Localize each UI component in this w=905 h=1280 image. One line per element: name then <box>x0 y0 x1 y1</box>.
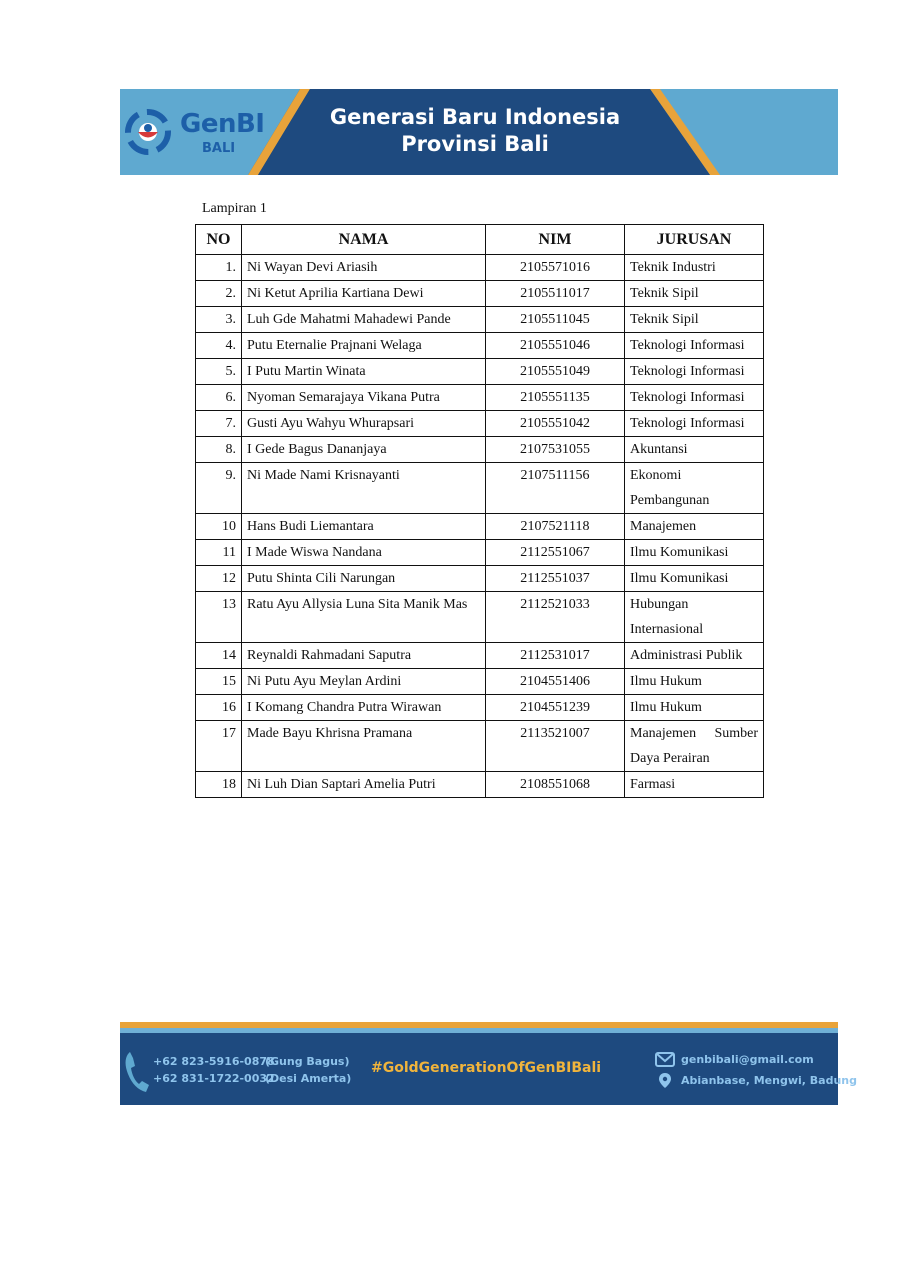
cell-jurusan: Teknik Sipil <box>625 281 764 307</box>
cell-nama: Ni Putu Ayu Meylan Ardini <box>242 669 486 695</box>
header-jurusan: JURUSAN <box>625 225 764 255</box>
cell-nim: 2104551239 <box>486 695 625 721</box>
cell-jurusan: Teknik Industri <box>625 255 764 281</box>
address-line <box>655 1070 857 1091</box>
cell-no: 17 <box>196 721 242 772</box>
cell-nim: 2112531017 <box>486 643 625 669</box>
genbi-logo <box>122 99 265 165</box>
table-row <box>196 281 764 307</box>
cell-jurusan: Teknologi Informasi <box>625 385 764 411</box>
cell-nama: Putu Shinta Cili Narungan <box>242 566 486 592</box>
cell-no: 7. <box>196 411 242 437</box>
cell-nim: 2105551049 <box>486 359 625 385</box>
cell-nama: I Made Wiswa Nandana <box>242 540 486 566</box>
cell-nim: 2112521033 <box>486 592 625 643</box>
cell-jurusan: Ekonomi Pembangunan <box>625 463 764 514</box>
table-row <box>196 514 764 540</box>
table-row <box>196 721 764 772</box>
cell-nim: 2105511017 <box>486 281 625 307</box>
address-text: Abianbase, Mengwi, Badung <box>681 1074 857 1087</box>
cell-nim: 2107531055 <box>486 437 625 463</box>
cell-no: 16 <box>196 695 242 721</box>
cell-no: 11 <box>196 540 242 566</box>
cell-nim: 2113521007 <box>486 721 625 772</box>
cell-nim: 2107521118 <box>486 514 625 540</box>
cell-no: 1. <box>196 255 242 281</box>
table-row <box>196 359 764 385</box>
table-row <box>196 307 764 333</box>
cell-nama: Hans Budi Liemantara <box>242 514 486 540</box>
phone-contacts <box>153 1053 351 1087</box>
cell-nama: Nyoman Semarajaya Vikana Putra <box>242 385 486 411</box>
table-header-row <box>196 225 764 255</box>
cell-jurusan: Teknologi Informasi <box>625 359 764 385</box>
table-row <box>196 695 764 721</box>
cell-nama: I Gede Bagus Dananjaya <box>242 437 486 463</box>
cell-jurusan: Teknologi Informasi <box>625 411 764 437</box>
header-title-line2: Provinsi Bali <box>401 132 549 156</box>
cell-nama: I Komang Chandra Putra Wirawan <box>242 695 486 721</box>
table-row <box>196 463 764 514</box>
cell-nim: 2105551046 <box>486 333 625 359</box>
cell-nama: I Putu Martin Winata <box>242 359 486 385</box>
phone-number-1: +62 823-5916-0878 <box>153 1055 275 1068</box>
phone-name-1: (Gung Bagus) <box>265 1055 350 1068</box>
cell-nama: Putu Eternalie Prajnani Welaga <box>242 333 486 359</box>
cell-jurusan: Administrasi Publik <box>625 643 764 669</box>
cell-no: 15 <box>196 669 242 695</box>
table-row <box>196 592 764 643</box>
cell-nim: 2105551135 <box>486 385 625 411</box>
cell-jurusan: Akuntansi <box>625 437 764 463</box>
header-title-line1: Generasi Baru Indonesia <box>329 105 621 129</box>
email-line <box>655 1049 857 1070</box>
phone-name-2: (Desi Amerta) <box>265 1072 352 1085</box>
cell-nim: 2104551406 <box>486 669 625 695</box>
student-table <box>195 224 764 798</box>
cell-nim: 2105511045 <box>486 307 625 333</box>
mail-icon <box>655 1052 675 1067</box>
cell-jurusan: Teknologi Informasi <box>625 333 764 359</box>
cell-nama: Ni Luh Dian Saptari Amelia Putri <box>242 772 486 798</box>
logo-text: GenBI <box>180 109 265 139</box>
cell-no: 3. <box>196 307 242 333</box>
cell-no: 4. <box>196 333 242 359</box>
cell-jurusan: Hubungan Internasional <box>625 592 764 643</box>
table-row <box>196 411 764 437</box>
phone-icon <box>124 1050 150 1094</box>
header-nama: NAMA <box>242 225 486 255</box>
cell-jurusan: Teknik Sipil <box>625 307 764 333</box>
cell-no: 9. <box>196 463 242 514</box>
header-no: NO <box>196 225 242 255</box>
header-nim: NIM <box>486 225 625 255</box>
table-row <box>196 437 764 463</box>
cell-nama: Made Bayu Khrisna Pramana <box>242 721 486 772</box>
cell-nim: 2108551068 <box>486 772 625 798</box>
cell-nama: Ni Wayan Devi Ariasih <box>242 255 486 281</box>
email-text: genbibali@gmail.com <box>681 1053 814 1066</box>
table-row <box>196 255 764 281</box>
cell-nim: 2107511156 <box>486 463 625 514</box>
footer-stripe-blue <box>120 1028 838 1033</box>
cell-no: 14 <box>196 643 242 669</box>
cell-nama: Luh Gde Mahatmi Mahadewi Pande <box>242 307 486 333</box>
cell-nama: Ratu Ayu Allysia Luna Sita Manik Mas <box>242 592 486 643</box>
table-row <box>196 385 764 411</box>
header-title <box>310 104 640 158</box>
table-row <box>196 540 764 566</box>
cell-jurusan: Manajemen Sumber Daya Perairan <box>625 721 764 772</box>
cell-no: 6. <box>196 385 242 411</box>
cell-nama: Ni Ketut Aprilia Kartiana Dewi <box>242 281 486 307</box>
cell-jurusan: Farmasi <box>625 772 764 798</box>
cell-jurusan: Ilmu Komunikasi <box>625 566 764 592</box>
cell-nim: 2105571016 <box>486 255 625 281</box>
footer-hashtag: #GoldGenerationOfGenBIBali <box>371 1060 602 1076</box>
table-row <box>196 566 764 592</box>
cell-no: 18 <box>196 772 242 798</box>
table-row <box>196 772 764 798</box>
cell-jurusan: Manajemen <box>625 514 764 540</box>
table-row <box>196 669 764 695</box>
header-banner <box>120 89 838 175</box>
cell-no: 13 <box>196 592 242 643</box>
cell-no: 12 <box>196 566 242 592</box>
cell-nim: 2105551042 <box>486 411 625 437</box>
phone-number-2: +62 831-1722-0032 <box>153 1072 275 1085</box>
cell-jurusan: Ilmu Hukum <box>625 695 764 721</box>
cell-nama: Reynaldi Rahmadani Saputra <box>242 643 486 669</box>
genbi-emblem-icon <box>122 99 180 165</box>
cell-no: 5. <box>196 359 242 385</box>
cell-no: 10 <box>196 514 242 540</box>
footer-banner <box>120 1022 857 1105</box>
cell-nim: 2112551067 <box>486 540 625 566</box>
cell-nama: Ni Made Nami Krisnayanti <box>242 463 486 514</box>
table-row <box>196 333 764 359</box>
phone-line-1 <box>153 1053 351 1070</box>
cell-jurusan: Ilmu Hukum <box>625 669 764 695</box>
table-row <box>196 643 764 669</box>
cell-jurusan: Ilmu Komunikasi <box>625 540 764 566</box>
location-pin-icon <box>655 1072 675 1089</box>
attachment-caption: Lampiran 1 <box>202 201 267 216</box>
cell-no: 2. <box>196 281 242 307</box>
cell-nim: 2112551037 <box>486 566 625 592</box>
cell-nama: Gusti Ayu Wahyu Whurapsari <box>242 411 486 437</box>
logo-subtext: BALI <box>202 141 236 156</box>
cell-no: 8. <box>196 437 242 463</box>
footer-contact <box>655 1049 857 1091</box>
phone-line-2 <box>153 1070 351 1087</box>
